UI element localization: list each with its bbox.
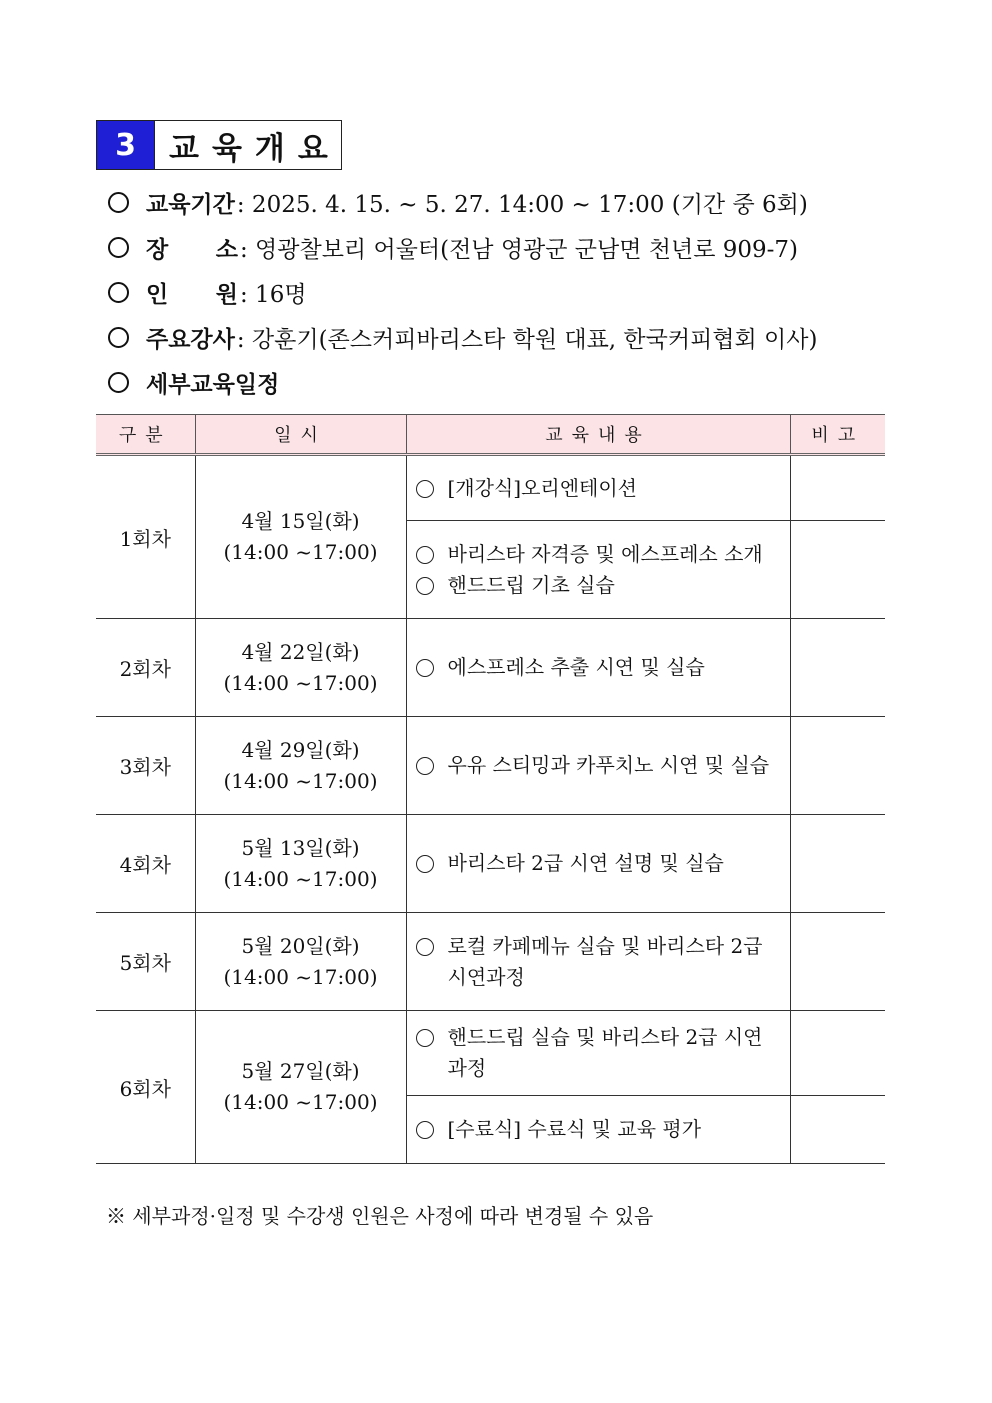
circle-bullet-icon	[108, 372, 129, 393]
round-cell: 4회차	[96, 815, 195, 913]
content-text: 핸드드립 실습 및 바리스타 2급 시연과정	[447, 1025, 763, 1080]
note-cell	[790, 1096, 885, 1164]
content-bullet	[416, 931, 782, 993]
circle-bullet-icon	[416, 659, 434, 677]
note-cell	[790, 913, 885, 1011]
date-time: (14:00 ~17:00)	[223, 540, 378, 564]
circle-bullet-icon	[416, 855, 434, 873]
note-cell	[790, 619, 885, 717]
content-text: 우유 스티밍과 카푸치노 시연 및 실습	[447, 753, 770, 777]
content-cell	[406, 1011, 790, 1096]
circle-bullet-icon	[416, 938, 434, 956]
content-cell	[406, 815, 790, 913]
table-row	[96, 717, 885, 815]
date-day: 4월 22일(화)	[241, 639, 360, 664]
date-day: 4월 29일(화)	[241, 737, 360, 762]
header-content: 교육내용	[406, 415, 790, 455]
info-list	[106, 180, 817, 405]
section-number: 3	[97, 121, 155, 169]
circle-bullet-icon	[416, 1121, 434, 1139]
content-cell	[406, 455, 790, 521]
content-bullet	[416, 539, 782, 570]
content-text: 핸드드립 기초 실습	[447, 572, 615, 597]
date-time: (14:00 ~17:00)	[223, 670, 378, 695]
circle-bullet-icon	[108, 237, 129, 258]
content-cell	[406, 619, 790, 717]
info-item-schedule	[106, 360, 817, 405]
note-cell	[790, 815, 885, 913]
date-day: 5월 20일(화)	[241, 933, 360, 958]
section-title: 교육개요	[169, 130, 341, 167]
date-cell	[195, 717, 406, 815]
info-label-part: 소	[215, 237, 238, 263]
date-day: 5월 13일(화)	[241, 835, 360, 860]
section-header	[96, 120, 342, 170]
content-text: [개강식]오리엔테이션	[447, 475, 637, 500]
date-cell	[195, 619, 406, 717]
info-label-part: 원	[215, 282, 238, 308]
round-cell: 5회차	[96, 913, 195, 1011]
content-text: 바리스타 자격증 및 에스프레소 소개	[447, 541, 763, 566]
table-row	[96, 455, 885, 521]
circle-bullet-icon	[416, 546, 434, 564]
content-bullet	[416, 1022, 782, 1084]
table-row	[96, 913, 885, 1011]
date-time: (14:00 ~17:00)	[223, 768, 378, 793]
header-note: 비고	[790, 415, 885, 455]
content-text: 바리스타 2급 시연 설명 및 실습	[447, 851, 724, 875]
info-label	[146, 231, 238, 264]
date-cell	[195, 455, 406, 619]
date-time: (14:00 ~17:00)	[223, 1090, 378, 1114]
round-cell: 3회차	[96, 717, 195, 815]
circle-bullet-icon	[416, 577, 434, 595]
circle-bullet-icon	[416, 1029, 434, 1047]
date-day: 4월 15일(화)	[241, 509, 360, 533]
info-label-part: 장	[146, 237, 169, 263]
content-text: [수료식] 수료식 및 교육 평가	[447, 1117, 702, 1141]
table-row	[96, 1011, 885, 1096]
footnote: ※ 세부과정·일정 및 수강생 인원은 사정에 따라 변경될 수 있음	[106, 1204, 654, 1228]
date-time: (14:00 ~17:00)	[223, 964, 378, 989]
info-label: 주요강사	[146, 327, 235, 353]
table-header-row	[96, 415, 885, 455]
circle-bullet-icon	[108, 327, 129, 348]
content-bullet	[416, 750, 782, 781]
info-item-place	[106, 225, 817, 270]
info-label: 교육기간	[146, 192, 235, 218]
table-row	[96, 815, 885, 913]
round-cell: 6회차	[96, 1011, 195, 1164]
content-text: 에스프레소 추출 시연 및 실습	[447, 655, 705, 679]
content-cell	[406, 717, 790, 815]
content-cell	[406, 1096, 790, 1164]
content-bullet	[416, 473, 782, 504]
info-item-headcount	[106, 270, 817, 315]
circle-bullet-icon	[416, 480, 434, 498]
date-cell	[195, 913, 406, 1011]
circle-bullet-icon	[108, 192, 129, 213]
info-value: : 16명	[240, 282, 307, 308]
header-round: 구분	[96, 415, 195, 455]
info-item-instructor	[106, 315, 817, 360]
schedule-table	[96, 414, 885, 1164]
info-item-period	[106, 180, 817, 225]
content-bullet	[416, 1114, 782, 1145]
table-row	[96, 619, 885, 717]
info-value: : 영광찰보리 어울터(전남 영광군 군남면 천년로 909-7)	[240, 237, 799, 263]
info-label: 세부교육일정	[146, 372, 280, 398]
content-cell	[406, 521, 790, 619]
info-value: : 2025. 4. 15. ~ 5. 27. 14:00 ~ 17:00 (기간 중 6회)	[236, 192, 808, 218]
date-cell	[195, 815, 406, 913]
content-cell	[406, 913, 790, 1011]
content-bullet	[416, 652, 782, 683]
note-cell	[790, 717, 885, 815]
note-cell	[790, 455, 885, 521]
date-time: (14:00 ~17:00)	[223, 866, 378, 891]
round-cell: 2회차	[96, 619, 195, 717]
content-bullet	[416, 570, 782, 601]
note-cell	[790, 521, 885, 619]
circle-bullet-icon	[416, 757, 434, 775]
round-cell: 1회차	[96, 455, 195, 619]
info-value: : 강훈기(존스커피바리스타 학원 대표, 한국커피협회 이사)	[236, 327, 818, 353]
content-bullet	[416, 848, 782, 879]
date-cell	[195, 1011, 406, 1164]
content-text: 로컬 카페메뉴 실습 및 바리스타 2급 시연과정	[447, 933, 763, 989]
circle-bullet-icon	[108, 282, 129, 303]
header-date: 일시	[195, 415, 406, 455]
note-cell	[790, 1011, 885, 1096]
info-label	[146, 276, 238, 309]
info-label-part: 인	[146, 282, 169, 308]
date-day: 5월 27일(화)	[241, 1059, 360, 1083]
